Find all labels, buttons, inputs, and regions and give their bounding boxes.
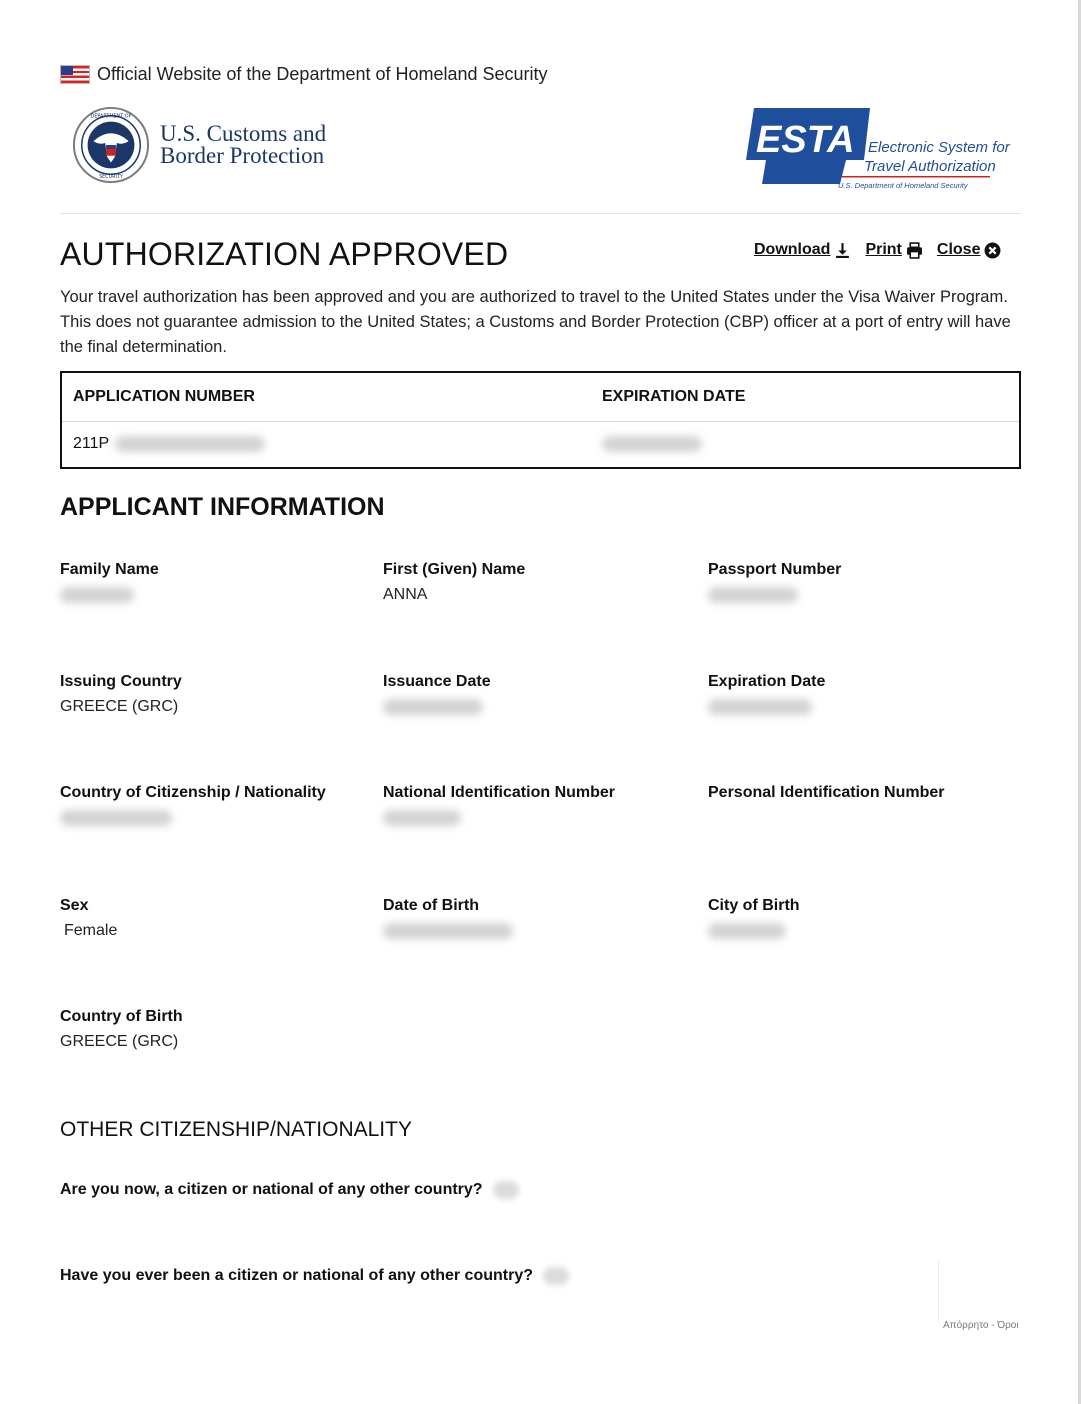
passport-expiration-label: Expiration Date [708,673,826,690]
family-name-field [60,561,360,604]
first-name-field [383,561,683,604]
svg-text:DEPARTMENT OF: DEPARTMENT OF [90,113,132,120]
close-circle-icon [984,242,1001,259]
first-name-label: First (Given) Name [383,561,526,578]
cbp-logo[interactable] [72,106,326,184]
country-of-birth-value: GREECE (GRC) [60,1033,179,1050]
redacted-passport-number [708,587,798,603]
printer-icon [906,242,923,259]
dhs-seal-icon [72,106,150,184]
issuance-date-label: Issuance Date [383,673,491,690]
issuing-country-field [60,673,360,716]
redacted-passport-expiration [708,699,812,715]
esta-logo-text: ESTA [756,119,855,161]
action-bar [754,241,1001,259]
date-of-birth-label: Date of Birth [383,897,479,914]
redacted-city-of-birth [708,923,786,939]
download-button[interactable] [754,241,851,259]
application-summary-header [62,373,1019,422]
cbp-wordmark [160,123,326,167]
close-button[interactable] [937,241,1002,259]
redacted-application-number [115,436,265,452]
personal-id-field [708,784,1008,827]
header-divider [60,213,1021,214]
close-label: Close [936,241,981,258]
issuing-country-label: Issuing Country [60,673,182,690]
esta-subline: U.S. Department of Homeland Security [838,181,968,190]
past-other-citizenship-question [60,1267,569,1285]
application-number-value [73,435,265,453]
question-1-text: Are you now, a citizen or national of any other country? [60,1181,483,1198]
page-title: AUTHORIZATION APPROVED [60,236,509,272]
passport-expiration-field [708,673,1008,716]
esta-tagline-1: Electronic System for [868,139,1010,156]
passport-number-field [708,561,1008,604]
sex-label: Sex [60,897,89,914]
footer-divider [938,1260,939,1322]
applicant-information-title: APPLICANT INFORMATION [60,493,385,521]
country-of-birth-field [60,1008,360,1051]
us-flag-icon [60,65,90,84]
sex-field [60,897,360,940]
application-number-label: APPLICATION NUMBER [73,388,255,405]
print-button[interactable] [865,241,922,259]
application-number-visible: 211P [73,435,110,452]
print-label: Print [865,241,902,258]
family-name-label: Family Name [60,561,159,578]
redacted-family-name [60,587,134,603]
approval-message: Your travel authorization has been approved and you are authorized to travel to the United States under the Visa Waiver Program. This does not guarantee admission to the United States; a Customs and Border Protection (CBP) officer at a port of entry will have the final determination. [60,288,1011,356]
citizenship-label: Country of Citizenship / Nationality [60,784,326,801]
redacted-citizenship [60,810,172,826]
redacted-answer-2 [543,1267,569,1285]
date-of-birth-field [383,897,683,940]
other-citizenship-title: OTHER CITIZENSHIP/NATIONALITY [60,1118,412,1141]
privacy-terms-link[interactable]: Απόρρητο - Όροι [943,1320,1019,1331]
country-of-birth-label: Country of Birth [60,1008,183,1025]
city-of-birth-field [708,897,1008,940]
redacted-date-of-birth [383,923,513,939]
expiration-date-label: EXPIRATION DATE [602,388,746,405]
question-2-text: Have you ever been a citizen or national of any other country? [60,1267,533,1284]
sex-value: Female [64,922,118,939]
official-banner [60,64,548,85]
esta-logo[interactable] [742,104,1012,194]
cbp-line2: Border Protection [160,143,325,168]
cbp-line1: U.S. Customs and [160,121,327,146]
national-id-label: National Identification Number [383,784,616,801]
official-banner-text: Official Website of the Department of Homeland Security [97,64,548,84]
personal-id-value [708,809,1008,827]
personal-id-label: Personal Identification Number [708,784,945,801]
issuing-country-value: GREECE (GRC) [60,698,179,715]
redacted-national-id [383,810,461,826]
download-label: Download [754,241,831,258]
redacted-expiration-date [602,436,702,452]
esta-tagline-2: Travel Authorization [864,158,996,175]
svg-text:SECURITY: SECURITY [99,174,123,181]
citizenship-field [60,784,360,827]
application-summary [60,371,1021,469]
current-other-citizenship-question [60,1181,519,1199]
first-name-value: ANNA [383,586,428,603]
redacted-issuance-date [383,699,483,715]
issuance-date-field [383,673,683,716]
expiration-date-value [602,435,702,453]
national-id-field [383,784,683,827]
download-icon [834,242,851,259]
city-of-birth-label: City of Birth [708,897,800,914]
redacted-answer-1 [493,1181,519,1199]
passport-number-label: Passport Number [708,561,842,578]
